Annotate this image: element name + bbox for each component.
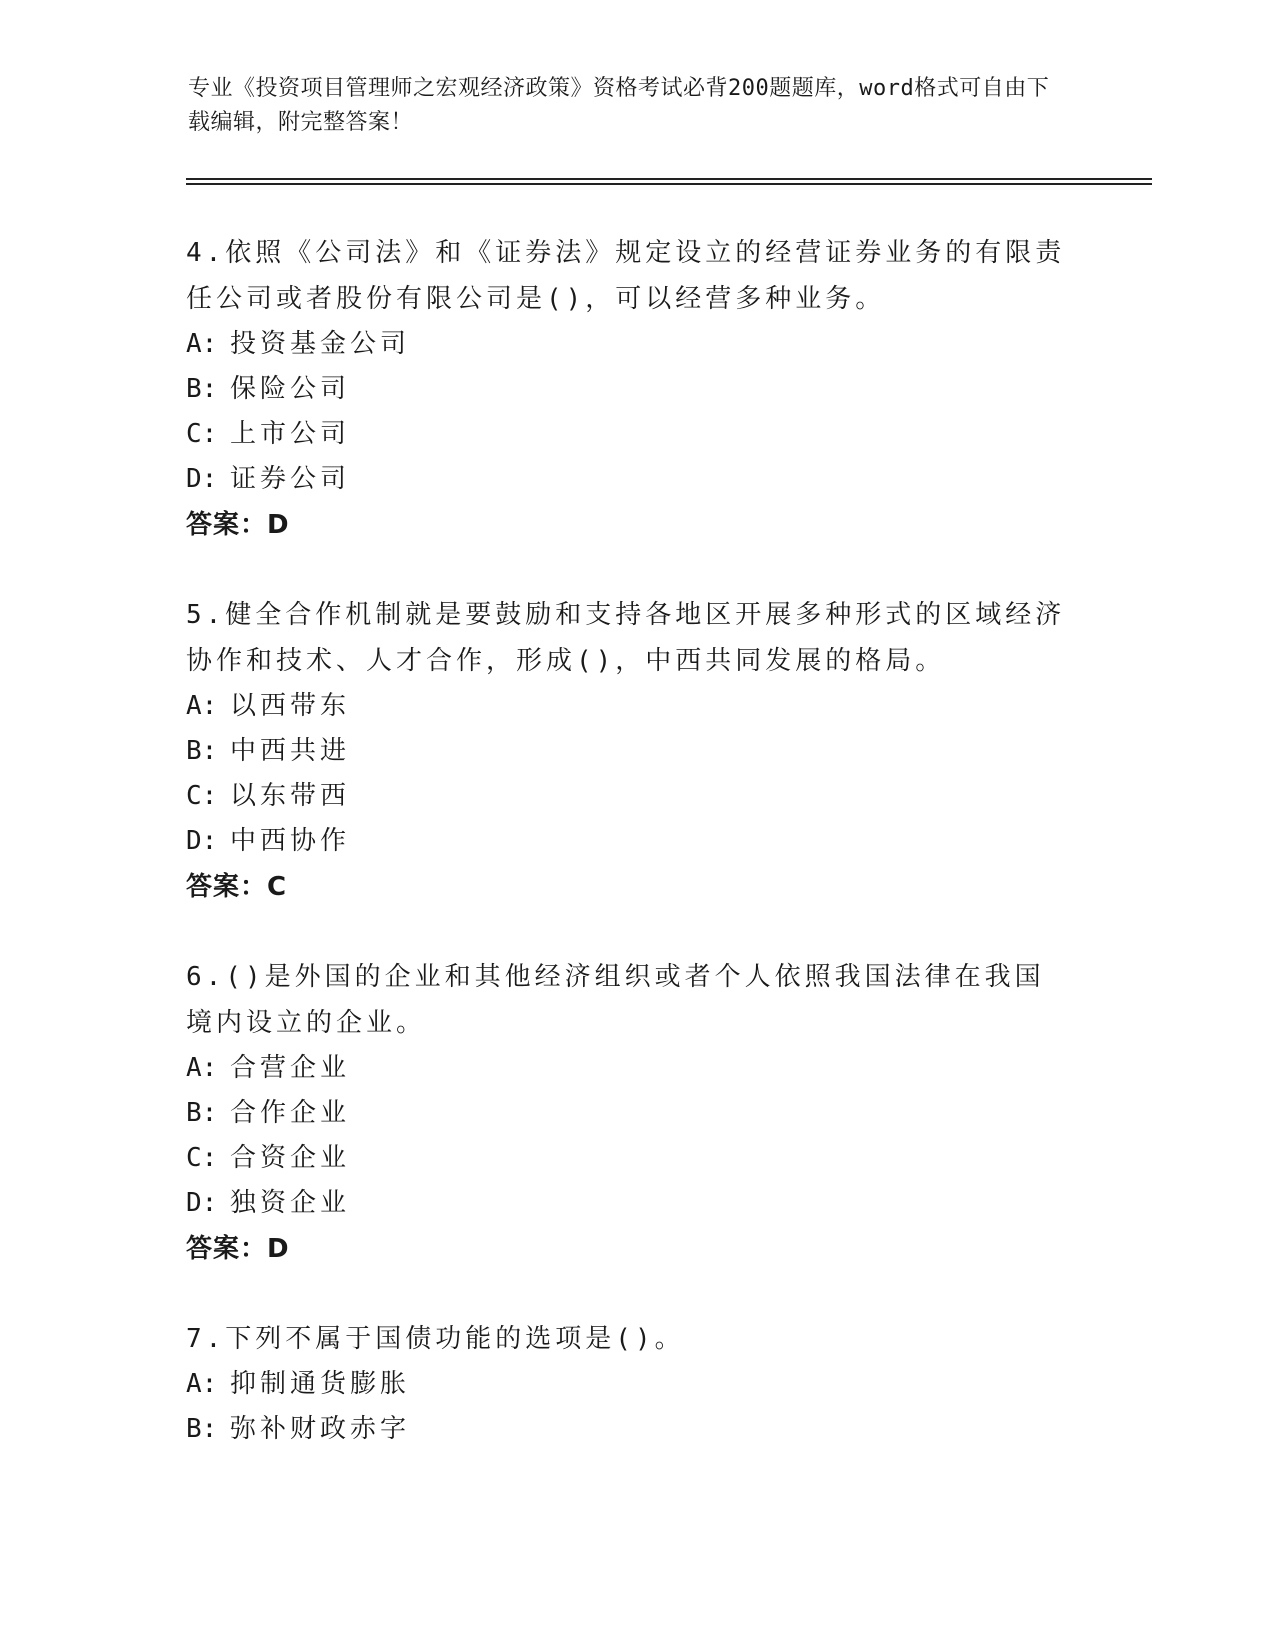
option-text: 保险公司 — [230, 374, 351, 404]
option-d — [186, 1181, 1066, 1226]
option-text: 证券公司 — [230, 464, 351, 494]
option-b — [186, 729, 1066, 774]
header-divider-bottom — [186, 183, 1152, 185]
option-a — [186, 684, 1066, 729]
option-key: A: — [186, 691, 218, 721]
option-b — [186, 1091, 1066, 1136]
option-key: D: — [186, 1188, 218, 1218]
option-key: D: — [186, 464, 218, 494]
option-d — [186, 819, 1066, 864]
answer-line: 答案：C — [186, 872, 288, 902]
question-list — [186, 230, 1066, 1496]
option-c — [186, 412, 1066, 457]
question-4 — [186, 230, 1066, 548]
option-text: 合营企业 — [230, 1053, 351, 1083]
answer-line: 答案：D — [186, 510, 290, 540]
option-text: 抑制通货膨胀 — [230, 1369, 411, 1399]
option-d — [186, 457, 1066, 502]
option-text: 以西带东 — [230, 691, 351, 721]
option-text: 中西共进 — [230, 736, 351, 766]
question-stem: 4.依照《公司法》和《证券法》规定设立的经营证券业务的有限责任公司或者股份有限公司是()，可以经营多种业务。 — [186, 238, 1066, 314]
option-key: B: — [186, 1414, 218, 1444]
option-key: A: — [186, 329, 218, 359]
option-key: D: — [186, 826, 218, 856]
option-c — [186, 1136, 1066, 1181]
option-key: C: — [186, 1143, 218, 1173]
option-text: 上市公司 — [230, 419, 351, 449]
option-key: A: — [186, 1369, 218, 1399]
option-text: 投资基金公司 — [230, 329, 411, 359]
option-key: B: — [186, 374, 218, 404]
option-text: 合资企业 — [230, 1143, 351, 1173]
option-key: B: — [186, 736, 218, 766]
option-b — [186, 367, 1066, 412]
document-header: 专业《投资项目管理师之宏观经济政策》资格考试必背200题题库，word格式可自由下载编辑，附完整答案！ — [188, 76, 1050, 135]
option-c — [186, 774, 1066, 819]
option-a — [186, 322, 1066, 367]
option-key: B: — [186, 1098, 218, 1128]
question-6 — [186, 954, 1066, 1272]
option-text: 中西协作 — [230, 826, 351, 856]
option-a — [186, 1362, 1066, 1407]
header-divider-top — [186, 178, 1152, 180]
question-stem: 6.()是外国的企业和其他经济组织或者个人依照我国法律在我国境内设立的企业。 — [186, 962, 1045, 1038]
option-text: 弥补财政赤字 — [230, 1414, 411, 1444]
option-key: C: — [186, 781, 218, 811]
option-key: C: — [186, 419, 218, 449]
question-5 — [186, 592, 1066, 910]
option-a — [186, 1046, 1066, 1091]
option-text: 以东带西 — [230, 781, 351, 811]
question-stem: 5.健全合作机制就是要鼓励和支持各地区开展多种形式的区域经济协作和技术、人才合作，形成()，中西共同发展的格局。 — [186, 600, 1066, 676]
question-7 — [186, 1316, 1066, 1452]
option-text: 合作企业 — [230, 1098, 351, 1128]
answer-line: 答案：D — [186, 1234, 290, 1264]
question-stem: 7.下列不属于国债功能的选项是()。 — [186, 1324, 685, 1354]
option-b — [186, 1407, 1066, 1452]
option-text: 独资企业 — [230, 1188, 351, 1218]
option-key: A: — [186, 1053, 218, 1083]
